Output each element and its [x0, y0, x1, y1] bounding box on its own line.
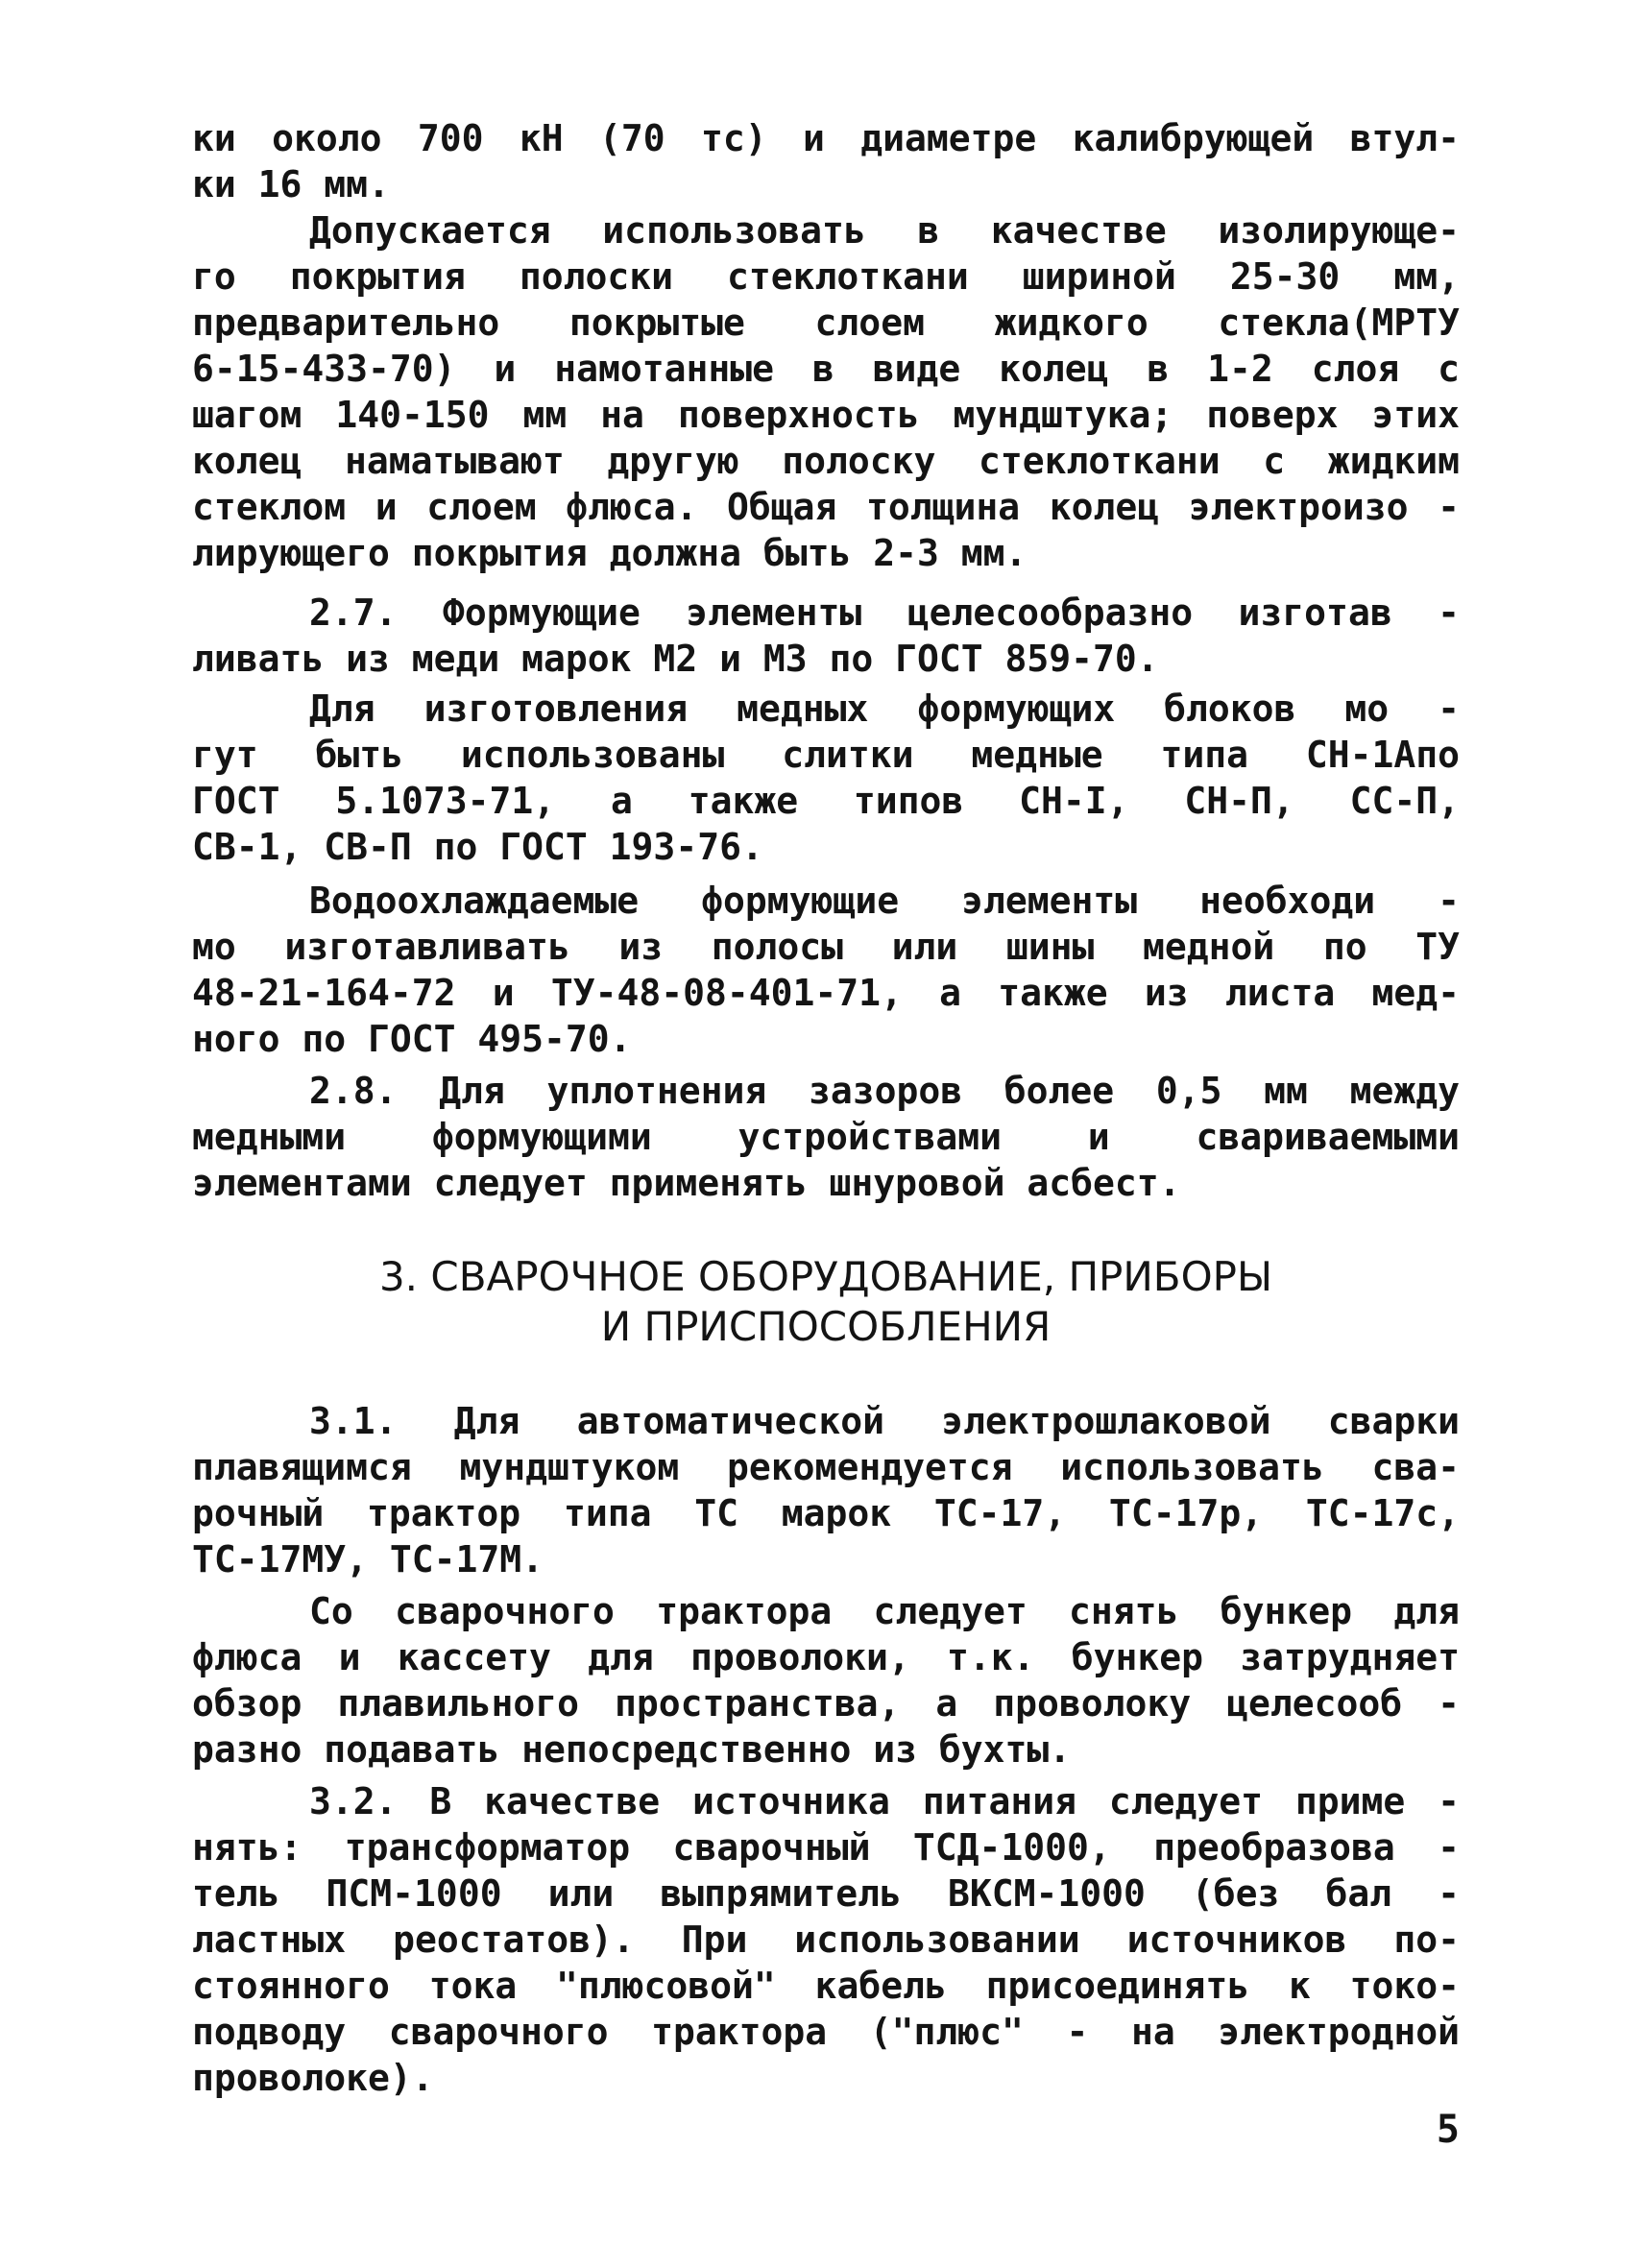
- text-line: гут быть использованы слитки медные типа СН-1Апо: [192, 734, 1460, 776]
- text-line: медными формующими устройствами и свариваемыми: [192, 1116, 1460, 1158]
- text-line: 2.8. Для уплотнения зазоров более 0,5 мм между: [309, 1070, 1460, 1112]
- section-heading: И ПРИСПОСОБЛЕНИЯ: [600, 1303, 1052, 1350]
- text-line: рочный трактор типа ТС марок ТС-17, ТС-17р, ТС-17с,: [192, 1492, 1460, 1534]
- text-line: ТС-17МУ, ТС-17М.: [192, 1538, 544, 1580]
- text-line: флюса и кассету для проволоки, т.к. бункер затрудняет: [192, 1636, 1460, 1678]
- text-line: стоянного тока "плюсовой" кабель присоединять к токо-: [192, 1965, 1460, 2007]
- text-line: проволоке).: [192, 2057, 434, 2099]
- text-line: подводу сварочного трактора ("плюс" - на электродной: [192, 2011, 1460, 2053]
- text-line: колец наматывают другую полоску стеклоткани с жидким: [192, 440, 1460, 482]
- text-line: 3.1. Для автоматической электрошлаковой сварки: [309, 1400, 1460, 1442]
- text-line: го покрытия полоски стеклоткани шириной 25-30 мм,: [192, 255, 1460, 298]
- text-line: мо изготавливать из полосы или шины медной по ТУ: [192, 926, 1460, 968]
- text-line: ливать из меди марок М2 и М3 по ГОСТ 859-70.: [192, 638, 1159, 680]
- text-line: тель ПСМ-1000 или выпрямитель ВКСМ-1000 (без бал -: [192, 1872, 1460, 1915]
- text-line: разно подавать непосредственно из бухты.: [192, 1728, 1072, 1771]
- text-line: ного по ГОСТ 495-70.: [192, 1018, 632, 1060]
- section-heading: 3. СВАРОЧНОЕ ОБОРУДОВАНИЕ, ПРИБОРЫ: [378, 1253, 1273, 1300]
- text-line: шагом 140-150 мм на поверхность мундштука; поверх этих: [192, 394, 1460, 436]
- text-line: стеклом и слоем флюса. Общая толщина колец электроизо -: [192, 486, 1460, 528]
- text-line: 3.2. В качестве источника питания следует приме -: [309, 1780, 1460, 1822]
- text-line: обзор плавильного пространства, а проволоку целесооб -: [192, 1682, 1460, 1725]
- text-line: ки около 700 кН (70 тс) и диаметре калибрующей втул-: [192, 117, 1460, 159]
- text-line: Допускается использовать в качестве изолирующе-: [309, 209, 1460, 252]
- text-line: 2.7. Формующие элементы целесообразно изготав -: [309, 591, 1460, 634]
- text-line: Для изготовления медных формующих блоков мо -: [309, 688, 1460, 730]
- text-line: нять: трансформатор сварочный ТСД-1000, преобразова -: [192, 1826, 1460, 1869]
- text-line: предварительно покрытые слоем жидкого стекла(МРТУ: [192, 302, 1460, 344]
- text-line: Со сварочного трактора следует снять бункер для: [309, 1590, 1460, 1632]
- text-line: 6-15-433-70) и намотанные в виде колец в 1-2 слоя с: [192, 348, 1460, 390]
- text-line: лирующего покрытия должна быть 2-3 мм.: [192, 532, 1028, 574]
- text-line: СВ-1, СВ-П по ГОСТ 193-76.: [192, 826, 763, 868]
- text-line: 48-21-164-72 и ТУ-48-08-401-71, а также из листа мед-: [192, 972, 1460, 1014]
- text-line: ГОСТ 5.1073-71, а также типов СН-I, СН-П, СС-П,: [192, 780, 1460, 822]
- page-number: 5: [1436, 2108, 1460, 2152]
- text-line: плавящимся мундштуком рекомендуется использовать сва-: [192, 1446, 1460, 1488]
- text-line: ки 16 мм.: [192, 163, 390, 205]
- text-line: элементами следует применять шнуровой асбест.: [192, 1162, 1181, 1204]
- text-line: Водоохлаждаемые формующие элементы необходи -: [309, 880, 1460, 922]
- text-line: ластных реостатов). При использовании источников по-: [192, 1918, 1460, 1961]
